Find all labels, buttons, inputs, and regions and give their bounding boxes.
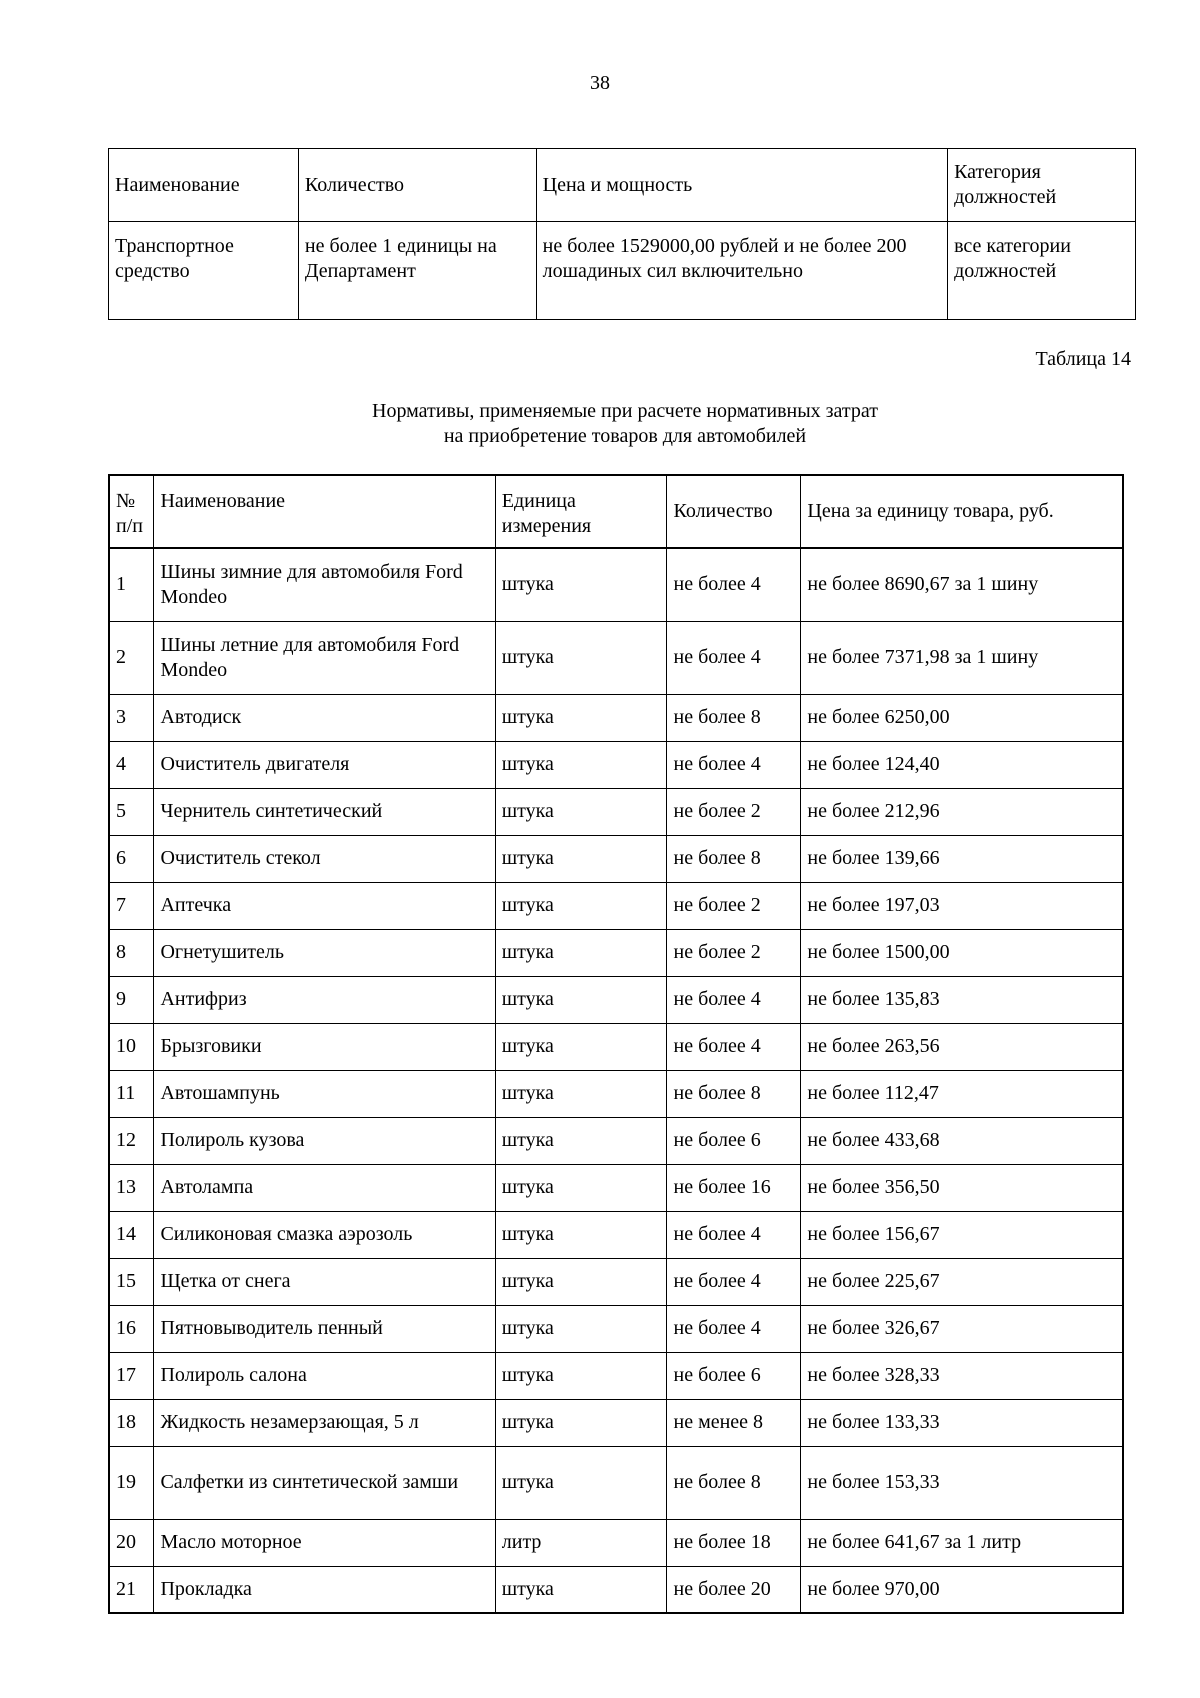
table-cell: штука xyxy=(495,621,667,694)
table-row xyxy=(109,788,1123,835)
table-cell: не более 641,67 за 1 литр xyxy=(801,1519,1123,1566)
table-cell: 13 xyxy=(109,1164,154,1211)
table-cell: не более 6 xyxy=(667,1117,801,1164)
table-cell: штука xyxy=(495,1258,667,1305)
table-cell: Чернитель синтетический xyxy=(154,788,495,835)
table-title-line: Нормативы, применяемые при расчете нормативных затрат xyxy=(372,400,878,422)
table-cell: не более 4 xyxy=(667,1211,801,1258)
table-cell: штука xyxy=(495,1446,667,1519)
table-row xyxy=(109,1446,1123,1519)
table-cell: штука xyxy=(495,976,667,1023)
table-cell: не более 356,50 xyxy=(801,1164,1123,1211)
table-cell: Салфетки из синтетической замши xyxy=(154,1446,495,1519)
table-cell: не более 1529000,00 рублей и не более 200 лошадиных сил включительно xyxy=(536,222,947,320)
table-cell: не более 1500,00 xyxy=(801,929,1123,976)
table-cell: Шины летние для автомобиля Ford Mondeo xyxy=(154,621,495,694)
table-label: Таблица 14 xyxy=(1035,348,1131,370)
table-row xyxy=(109,1305,1123,1352)
table-cell: не более 18 xyxy=(667,1519,801,1566)
table-cell: 6 xyxy=(109,835,154,882)
table-cell: Шины зимние для автомобиля Ford Mondeo xyxy=(154,548,495,621)
table-cell: не более 970,00 xyxy=(801,1566,1123,1613)
table-cell: не более 433,68 xyxy=(801,1117,1123,1164)
table-cell: штука xyxy=(495,929,667,976)
table-cell: штука xyxy=(495,741,667,788)
table-cell: 18 xyxy=(109,1399,154,1446)
header-cell: Цена за единицу товара, руб. xyxy=(801,475,1123,548)
table-cell: не более 6 xyxy=(667,1352,801,1399)
table-cell: Очиститель стекол xyxy=(154,835,495,882)
table-cell: Прокладка xyxy=(154,1566,495,1613)
vehicle-norm-table xyxy=(108,148,1136,320)
table-cell: Транспортное средство xyxy=(109,222,299,320)
table-cell: не более 4 xyxy=(667,1023,801,1070)
table-cell: 3 xyxy=(109,694,154,741)
table-cell: 8 xyxy=(109,929,154,976)
table-row xyxy=(109,1566,1123,1613)
goods-norm-table xyxy=(108,474,1124,1614)
table-cell: Пятновыводитель пенный xyxy=(154,1305,495,1352)
table-cell: Полироль салона xyxy=(154,1352,495,1399)
table-row xyxy=(109,1352,1123,1399)
table-cell: штука xyxy=(495,694,667,741)
table-row xyxy=(109,1211,1123,1258)
table-row xyxy=(109,976,1123,1023)
header-cell: Категория должностей xyxy=(948,149,1136,222)
table-cell: Жидкость незамерзающая, 5 л xyxy=(154,1399,495,1446)
table-cell: 16 xyxy=(109,1305,154,1352)
table-cell: 17 xyxy=(109,1352,154,1399)
table-row xyxy=(109,1117,1123,1164)
table-row xyxy=(109,929,1123,976)
table-cell: 10 xyxy=(109,1023,154,1070)
table-cell: не более 16 xyxy=(667,1164,801,1211)
table-row xyxy=(109,1258,1123,1305)
table-cell: литр xyxy=(495,1519,667,1566)
table-cell: не более 8 xyxy=(667,694,801,741)
table-cell: не менее 8 xyxy=(667,1399,801,1446)
table-cell: Антифриз xyxy=(154,976,495,1023)
table-cell: Автодиск xyxy=(154,694,495,741)
table-cell: не более 139,66 xyxy=(801,835,1123,882)
table-cell: не более 112,47 xyxy=(801,1070,1123,1117)
table-cell: Масло моторное xyxy=(154,1519,495,1566)
table-cell: штука xyxy=(495,1211,667,1258)
table-cell: 2 xyxy=(109,621,154,694)
header-cell: Наименование xyxy=(109,149,299,222)
table-cell: не более 20 xyxy=(667,1566,801,1613)
table-cell: не более 8 xyxy=(667,835,801,882)
table-row xyxy=(109,882,1123,929)
table-cell: не более 6250,00 xyxy=(801,694,1123,741)
header-cell: Наименование xyxy=(154,475,495,548)
table-cell: Автолампа xyxy=(154,1164,495,1211)
table-cell: не более 2 xyxy=(667,788,801,835)
table-cell: штука xyxy=(495,1164,667,1211)
table-cell: 9 xyxy=(109,976,154,1023)
table-cell: не более 2 xyxy=(667,929,801,976)
table-header-row xyxy=(109,149,1136,222)
table-cell: штука xyxy=(495,788,667,835)
table-cell: не более 212,96 xyxy=(801,788,1123,835)
table-row xyxy=(109,1399,1123,1446)
table-cell: не более 124,40 xyxy=(801,741,1123,788)
table-cell: Полироль кузова xyxy=(154,1117,495,1164)
table-cell: Силиконовая смазка аэрозоль xyxy=(154,1211,495,1258)
table-cell: 7 xyxy=(109,882,154,929)
table-cell: не более 4 xyxy=(667,1258,801,1305)
table-cell: не более 4 xyxy=(667,621,801,694)
table-cell: не более 263,56 xyxy=(801,1023,1123,1070)
header-cell: Цена и мощность xyxy=(536,149,947,222)
header-cell: № п/п xyxy=(109,475,154,548)
table-cell: 15 xyxy=(109,1258,154,1305)
table-cell: Очиститель двигателя xyxy=(154,741,495,788)
table-title xyxy=(0,399,1200,449)
table-cell: не более 2 xyxy=(667,882,801,929)
table-row xyxy=(109,694,1123,741)
table-row xyxy=(109,621,1123,694)
table-cell: 11 xyxy=(109,1070,154,1117)
table-cell: не более 135,83 xyxy=(801,976,1123,1023)
header-cell: Количество xyxy=(298,149,536,222)
table-cell: не более 4 xyxy=(667,1305,801,1352)
table-cell: 19 xyxy=(109,1446,154,1519)
page-number: 38 xyxy=(590,72,610,94)
table-cell: штука xyxy=(495,1070,667,1117)
table-cell: штука xyxy=(495,1566,667,1613)
table-header-row xyxy=(109,475,1123,548)
table-cell: 1 xyxy=(109,548,154,621)
table-cell: все категории должностей xyxy=(948,222,1136,320)
table-cell: Огнетушитель xyxy=(154,929,495,976)
table-cell: не более 197,03 xyxy=(801,882,1123,929)
table-cell: штука xyxy=(495,1117,667,1164)
table-row xyxy=(109,1070,1123,1117)
table-cell: 5 xyxy=(109,788,154,835)
table-cell: не более 8690,67 за 1 шину xyxy=(801,548,1123,621)
table-row xyxy=(109,222,1136,320)
table-cell: не более 4 xyxy=(667,976,801,1023)
table-cell: не более 153,33 xyxy=(801,1446,1123,1519)
table-row xyxy=(109,1023,1123,1070)
table-cell: не более 133,33 xyxy=(801,1399,1123,1446)
table-row xyxy=(109,548,1123,621)
table-title-line: на приобретение товаров для автомобилей xyxy=(443,425,807,447)
table-row xyxy=(109,741,1123,788)
table-cell: не более 1 единицы на Департамент xyxy=(298,222,536,320)
table-cell: не более 326,67 xyxy=(801,1305,1123,1352)
table-cell: 4 xyxy=(109,741,154,788)
table-row xyxy=(109,835,1123,882)
table-cell: 12 xyxy=(109,1117,154,1164)
table-cell: штука xyxy=(495,882,667,929)
table-cell: Аптечка xyxy=(154,882,495,929)
table-cell: 14 xyxy=(109,1211,154,1258)
header-cell: Единица измерения xyxy=(495,475,667,548)
header-cell: Количество xyxy=(667,475,801,548)
table-cell: 20 xyxy=(109,1519,154,1566)
table-cell: штука xyxy=(495,835,667,882)
table-row xyxy=(109,1164,1123,1211)
table-cell: Автошампунь xyxy=(154,1070,495,1117)
table-cell: штука xyxy=(495,1399,667,1446)
table-cell: Брызговики xyxy=(154,1023,495,1070)
table-cell: штука xyxy=(495,1352,667,1399)
table-cell: не более 4 xyxy=(667,741,801,788)
table-cell: штука xyxy=(495,1305,667,1352)
table-cell: не более 7371,98 за 1 шину xyxy=(801,621,1123,694)
table-cell: не более 328,33 xyxy=(801,1352,1123,1399)
table-cell: не более 8 xyxy=(667,1070,801,1117)
table-row xyxy=(109,1519,1123,1566)
table-cell: не более 156,67 xyxy=(801,1211,1123,1258)
table-cell: 21 xyxy=(109,1566,154,1613)
table-cell: Щетка от снега xyxy=(154,1258,495,1305)
table-cell: не более 8 xyxy=(667,1446,801,1519)
table-cell: штука xyxy=(495,1023,667,1070)
table-cell: не более 225,67 xyxy=(801,1258,1123,1305)
table-cell: штука xyxy=(495,548,667,621)
table-cell: не более 4 xyxy=(667,548,801,621)
